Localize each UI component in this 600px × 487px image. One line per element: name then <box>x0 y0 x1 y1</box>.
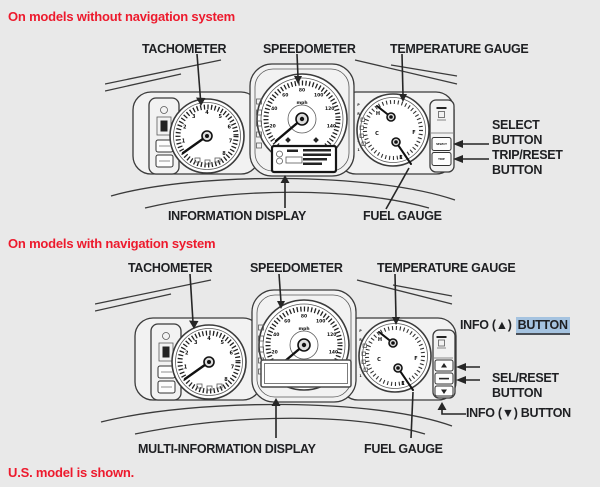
callout-arrow-tachometer <box>196 54 206 106</box>
gear-letter: P <box>359 329 362 333</box>
tach-num: 3 <box>191 113 196 120</box>
callout-arrow-temperature <box>399 54 407 102</box>
callout-arrow-trip-reset-button <box>453 155 489 163</box>
speed-num: 60 <box>282 93 289 99</box>
select-button-text: SELECT <box>436 143 447 147</box>
label-info-down-button: INFO (▼) BUTTON <box>466 406 571 420</box>
speed-num: 120 <box>324 107 335 112</box>
temp-low-mark: C <box>377 357 381 363</box>
temp-fuel-gauge <box>357 94 429 166</box>
tach-num: 8 <box>222 150 226 157</box>
tach-num: 8 <box>224 376 228 383</box>
tachometer-gauge <box>172 325 246 399</box>
tach-num: 2 <box>185 350 189 357</box>
speed-num: 80 <box>300 314 308 320</box>
tach-num: 4 <box>205 109 209 116</box>
tach-num: 2 <box>183 124 187 131</box>
fuel-empty-mark: E <box>399 155 403 161</box>
label-tachometer-2: TACHOMETER <box>128 261 213 275</box>
fuel-full-mark: F <box>412 130 416 136</box>
callout-arrow-information-display <box>281 175 290 208</box>
highlighted-word: BUTTON <box>516 317 570 335</box>
gear-letter: 1 <box>357 148 360 152</box>
trip-button-text: TRIP <box>438 158 445 162</box>
temp-low-mark: C <box>375 131 379 137</box>
speed-num: 60 <box>284 319 291 325</box>
label-line: BUTTON <box>492 163 543 177</box>
tach-num: 1 <box>181 138 186 145</box>
label-sel-reset-button <box>492 371 559 401</box>
speed-unit: mph <box>296 101 308 106</box>
label-fuel-gauge-1: FUEL GAUGE <box>363 209 442 223</box>
tach-num: 1 <box>183 364 188 371</box>
speed-unit: mph <box>298 327 310 332</box>
speed-num: 140 <box>328 350 339 356</box>
speed-num: 20 <box>269 124 276 130</box>
callout-arrow-sel-reset <box>456 376 480 384</box>
sel-reset-icon <box>439 378 449 380</box>
callout-arrow-select-button <box>453 140 489 148</box>
tach-num: 4 <box>207 335 211 342</box>
label-info-up-button <box>460 318 570 332</box>
callout-arrow-info-up <box>456 335 480 371</box>
callout-arrow-info-down <box>438 402 467 414</box>
gear-letter: R <box>357 112 360 116</box>
label-tachometer-1: TACHOMETER <box>142 42 227 56</box>
tach-num: 7 <box>228 138 233 145</box>
label-trip-reset-button <box>492 148 563 178</box>
fuel-empty-mark: E <box>401 381 405 387</box>
tach-num: 5 <box>218 113 223 120</box>
label-line: TRIP/RESET <box>492 148 563 162</box>
label-temperature-gauge-2: TEMPERATURE GAUGE <box>377 261 516 275</box>
tachometer-gauge <box>170 99 244 173</box>
tach-num: 7 <box>230 364 235 371</box>
label-line: BUTTON <box>492 133 543 147</box>
speed-num: 80 <box>298 88 306 94</box>
label-temperature-gauge-1: TEMPERATURE GAUGE <box>390 42 529 56</box>
tach-num: 3 <box>193 339 198 346</box>
information-display <box>272 146 336 172</box>
tach-num: 6 <box>229 350 233 357</box>
callout-arrow-temperature <box>392 274 400 325</box>
right-button-panel <box>433 330 455 398</box>
speed-num: 100 <box>315 319 326 325</box>
speed-num: 40 <box>273 333 280 338</box>
section-header-no-nav: On models without navigation system <box>8 9 236 24</box>
speed-num: 140 <box>326 124 337 130</box>
gear-letter: P <box>357 103 360 107</box>
label-line: SEL/RESET <box>492 371 559 385</box>
instrument-cluster-illustration-no-nav <box>105 54 490 214</box>
label-fuel-gauge-2: FUEL GAUGE <box>364 442 443 456</box>
temp-high-mark: H <box>375 111 381 117</box>
speed-num: 20 <box>271 350 278 356</box>
speed-num: 100 <box>313 93 324 99</box>
tach-num: 5 <box>220 339 225 346</box>
gear-letter: 1 <box>359 374 362 378</box>
label-line: BUTTON <box>492 386 543 400</box>
fuel-full-mark: F <box>414 356 418 362</box>
label-text: INFO (▲) <box>460 318 512 332</box>
footer-note: U.S. model is shown. <box>8 465 135 480</box>
temp-high-mark: H <box>377 337 383 343</box>
temp-fuel-gauge <box>359 320 431 392</box>
section-header-nav: On models with navigation system <box>8 236 216 251</box>
label-speedometer-2: SPEEDOMETER <box>250 261 343 275</box>
gear-letter: R <box>359 338 362 342</box>
instrument-cluster-illustration-nav <box>95 274 480 438</box>
label-speedometer-1: SPEEDOMETER <box>263 42 356 56</box>
label-multi-information-display: MULTI-INFORMATION DISPLAY <box>138 442 316 456</box>
label-select-button <box>492 118 542 148</box>
speed-num: 120 <box>326 333 337 338</box>
label-information-display: INFORMATION DISPLAY <box>168 209 307 223</box>
label-line: SELECT <box>492 118 540 132</box>
right-button-panel <box>430 100 454 172</box>
speed-num: 40 <box>271 107 278 112</box>
tach-num: 6 <box>227 124 231 131</box>
multi-information-display <box>261 360 351 387</box>
